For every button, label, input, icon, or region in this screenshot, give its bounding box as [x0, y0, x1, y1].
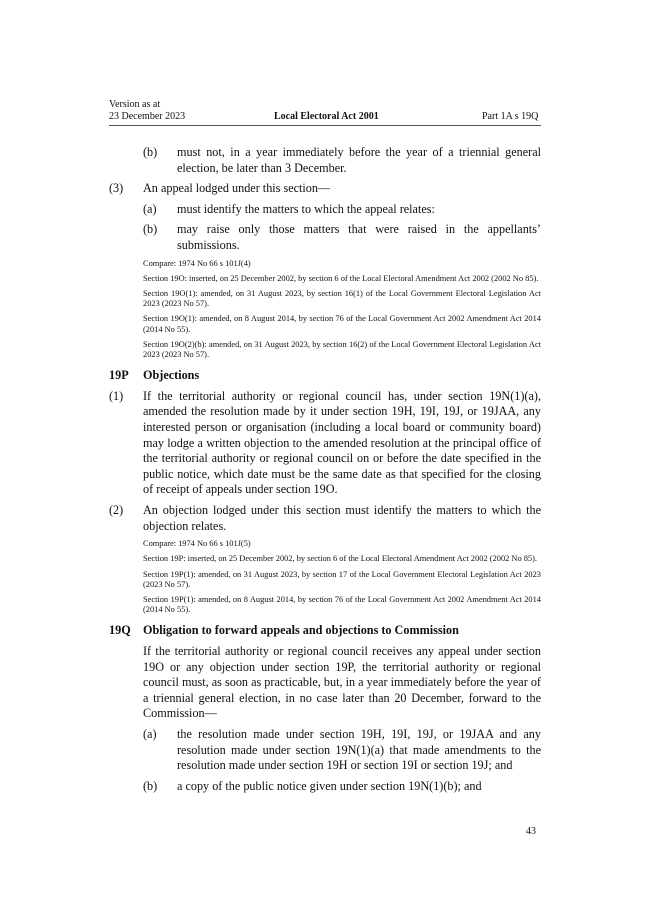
- paragraph-label: (b): [143, 145, 158, 159]
- paragraph-a: [143, 202, 541, 218]
- section-title: Objections: [143, 368, 200, 383]
- paragraph-text: the resolution made under section 19H, 19I, 19J, or 19JAA and any resolution made under section 19N(1)(a) that made amendments to the resolution made under section 19H or section 19I or section 19J; and: [177, 726, 541, 773]
- version-label: Version as at: [109, 99, 161, 110]
- history-note: Section 19P: inserted, on 25 December 2002, by section 6 of the Local Electoral Amendment Act 2002 (2002 No 85).: [143, 554, 537, 564]
- section-number: 19Q: [109, 623, 131, 638]
- document-body: [109, 145, 541, 799]
- paragraph-label: (a): [143, 201, 157, 216]
- paragraph-b: [143, 779, 541, 795]
- section-heading-19P: [109, 368, 541, 384]
- paragraph-label: (b): [143, 778, 158, 793]
- subsection-text: If the territorial authority or regional council has, under section 19N(1)(a), amended the resolution made by it under section 19H, 19I, 19J, or 19JAA, any interested person or organisation (including a local board or community board) may lodge a written objection to the amended resolution at the principal office of the territorial authority or regional council on or before the date specified in the public notice, which date must be the same date as that specified for the closing of receipt of appeals under section 19O.: [143, 388, 541, 497]
- section-title: Obligation to forward appeals and objections to Commission: [143, 623, 459, 638]
- subsection-number: (2): [109, 502, 124, 517]
- subsection-1: [109, 389, 541, 498]
- paragraph-label: (a): [143, 726, 157, 741]
- history-note: Section 19O(1): amended, on 31 August 2023, by section 16(1) of the Local Government Electoral Legislation Act 2023 (2023 No 57).: [143, 288, 541, 309]
- section-heading-19Q: [109, 623, 541, 639]
- paragraph-b: [143, 222, 541, 253]
- compare-note: Compare: 1974 No 66 s 101J(4): [143, 258, 251, 268]
- subsection-text: An appeal lodged under this section—: [143, 181, 331, 196]
- paragraph-text: a copy of the public notice given under section 19N(1)(b); and: [177, 778, 482, 793]
- history-note: Section 19O(2)(b): amended, on 31 August 2023, by section 16(2) of the Local Government Electoral Legislation Act 2023 (2023 No 57).: [143, 339, 541, 359]
- version-date: 23 December 2023: [109, 111, 186, 122]
- version-info: [109, 99, 185, 123]
- page-number: 43: [526, 826, 536, 837]
- section-number: 19P: [109, 368, 129, 383]
- paragraph-text: may raise only those matters that were raised in the appellants’ submissions.: [177, 222, 541, 252]
- paragraph-text: must not, in a year immediately before the year of a triennial general election, be later than 3 December.: [177, 145, 541, 175]
- act-title: Local Electoral Act 2001: [274, 111, 379, 122]
- history-note: Section 19O(1): amended, on 8 August 2014, by section 76 of the Local Government Act 2002 Amendment Act 2014 (2014 No 55).: [143, 314, 541, 334]
- history-note: Section 19P(1): amended, on 8 August 2014, by section 76 of the Local Government Act 2002 Amendment Act 2014 (2014 No 55).: [143, 594, 541, 615]
- paragraph-b: [143, 145, 541, 176]
- paragraph-a: [143, 727, 541, 774]
- history-note: Section 19P(1): amended, on 31 August 2023, by section 17 of the Local Government Electoral Legislation Act 2023 (2023 No 57).: [143, 569, 541, 589]
- history-note: Section 19O: inserted, on 25 December 2002, by section 6 of the Local Electoral Amendment Act 2002 (2002 No 85).: [143, 273, 539, 283]
- subsection-number: (1): [109, 388, 124, 403]
- part-reference: Part 1A s 19Q: [482, 111, 539, 122]
- subsection-text: An objection lodged under this section must identify the matters to which the objection relates.: [143, 502, 541, 533]
- header-divider: [109, 125, 541, 126]
- subsection-number: (3): [109, 181, 124, 196]
- paragraph-label: (b): [143, 222, 158, 237]
- subsection-2: [109, 503, 541, 534]
- paragraph-text: must identify the matters to which the appeal relates:: [177, 201, 435, 216]
- compare-note: Compare: 1974 No 66 s 101J(5): [143, 539, 251, 549]
- subsection-3: [109, 181, 541, 197]
- section-intro: If the territorial authority or regional council receives any appeal under section 19O or any objection under section 19P, the territorial authority or regional council must, as soon as practicable, but, in a year immediately before the year of a triennial general election, in no case later than 20 December, forward to the Commission—: [143, 643, 541, 721]
